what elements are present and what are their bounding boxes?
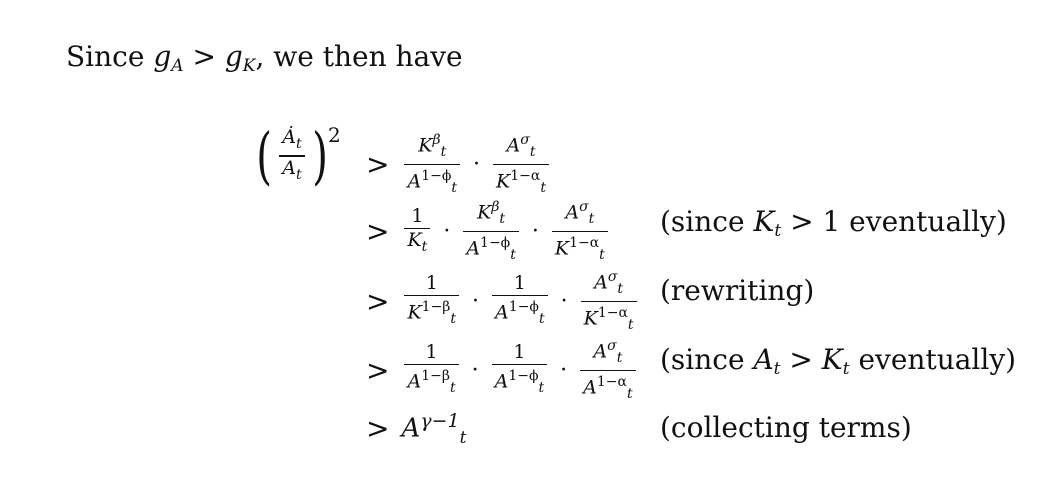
fraction-one-over-a-beta: $\frac{1}{A^{1-\beta}_t}$: [404, 342, 458, 399]
fraction-a-sigma-over-k: $\frac{A^\sigma_t}{K^{1-\alpha}_t}$: [552, 197, 608, 267]
intro-lead: Since: [66, 40, 145, 73]
fraction-one-over-a-phi: $\frac{1}{A^{1-\phi}_t}$: [492, 273, 548, 330]
lhs-expression: [252, 119, 341, 192]
fraction-k-beta-over-a: $\frac{K^\beta_t}{A^{1-\phi}_t}$: [404, 130, 460, 200]
note-row-2: (since $K_t > 1$ eventually): [660, 205, 1007, 241]
inequality-row-4: [366, 336, 639, 406]
inequality-row-3: [366, 267, 640, 337]
cdot: ·: [560, 289, 568, 315]
intro-tail: , we then have: [255, 40, 463, 73]
fraction-one-over-a-phi: $\frac{1}{A^{1-\phi}_t}$: [492, 342, 548, 399]
note-row-5: (collecting terms): [660, 411, 912, 444]
cdot: ·: [443, 219, 451, 245]
fraction-a-sigma-over-k: $\frac{A^\sigma_t}{K^{1-\alpha}_t}$: [493, 130, 549, 200]
cdot: ·: [471, 358, 479, 384]
gt-sign: >: [366, 354, 390, 388]
note-row-3: (rewriting): [660, 274, 815, 307]
left-paren: (: [256, 119, 272, 192]
lhs-denominator: $A_t$: [282, 156, 302, 183]
lhs-numerator: $Ȧ_t$: [282, 125, 302, 152]
note-row-4: (since $A_t > K_t$ eventually): [660, 343, 1017, 379]
gt-sign: >: [366, 412, 390, 446]
cdot: ·: [473, 152, 481, 178]
gt-sign: >: [366, 148, 390, 182]
cdot: ·: [472, 289, 480, 315]
fraction-one-over-k-beta: $\frac{1}{K^{1-\beta}_t}$: [404, 273, 459, 330]
final-term: $A^{\gamma-1}_t$: [401, 410, 467, 448]
inequality-row-5: [366, 410, 466, 448]
gt-sign: >: [366, 285, 390, 319]
intro-gt: >: [192, 40, 216, 73]
lhs-fraction: [279, 127, 304, 186]
gt-sign: >: [366, 215, 390, 249]
cdot: ·: [560, 358, 568, 384]
cdot: ·: [531, 219, 539, 245]
right-paren: ): [311, 119, 328, 192]
inequality-row-2: [366, 197, 611, 267]
fraction-k-beta-over-a: $\frac{K^\beta_t}{A^{1-\phi}_t}$: [463, 197, 519, 267]
inequality-row-1: [366, 130, 552, 200]
lhs-exponent: 2: [328, 123, 341, 147]
fraction-a-sigma-over-k: $\frac{A^\sigma_t}{K^{1-\alpha}_t}$: [581, 267, 637, 337]
intro-sentence: [66, 40, 463, 83]
fraction-a-sigma-over-a: $\frac{A^\sigma_t}{A^{1-\alpha}_t}$: [580, 336, 635, 406]
g-a: $g_A$: [153, 40, 184, 76]
fraction-one-over-k: $\frac{1}{K_t}$: [404, 206, 430, 258]
g-k: $g_K$: [224, 40, 256, 76]
